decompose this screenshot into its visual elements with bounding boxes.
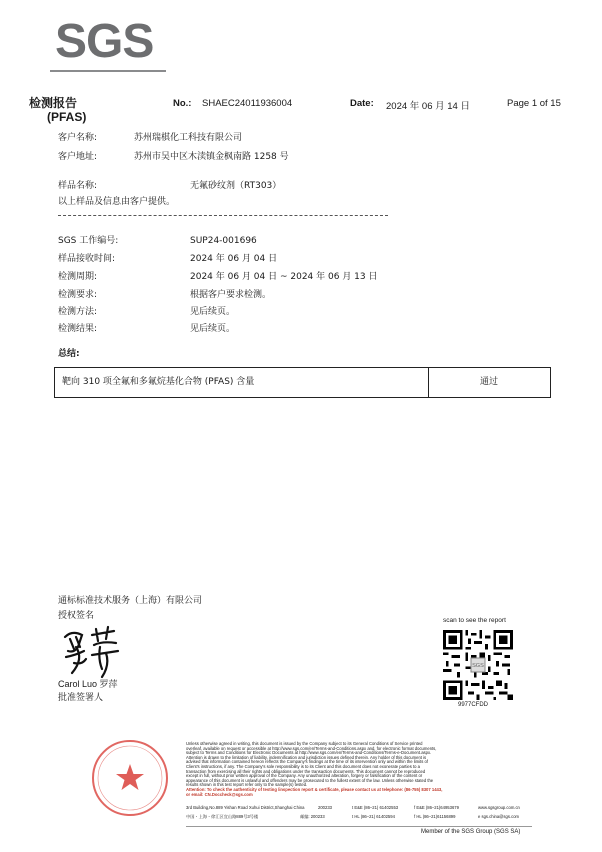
legal-line: except in full, without prior written approval of the Company. Any unauthorized alteration, forgery or falsification of the content or (186, 773, 423, 779)
qr-caption-top: scan to see the report (443, 617, 506, 624)
test-method-value: 见后续页。 (190, 307, 236, 317)
report-title: 检测报告 (29, 96, 78, 110)
company-seal (90, 738, 170, 818)
summary-result: 通过 (480, 377, 499, 387)
receive-date-label: 样品接收时间: (58, 254, 116, 264)
receive-date-value: 2024 年 06 月 04 日 (190, 254, 278, 264)
test-period-value: 2024 年 06 月 04 日 ~ 2024 年 06 月 13 日 (190, 272, 378, 282)
svg-text:SGS: SGS (472, 663, 484, 670)
email-link[interactable]: e sgs.china@sgs.com (478, 814, 520, 819)
client-address-label: 客户地址: (58, 152, 98, 162)
address-en: 3rd Building,No.889 Yishan Road Xuhui District,Shanghai China (186, 805, 305, 810)
footer-divider (186, 826, 532, 827)
handwritten-signature (62, 625, 122, 680)
job-no-label: SGS 工作编号: (58, 236, 119, 246)
legal-line: Client's instructions, if any. The Company's sole responsibility is to its Client and this document does not exonerate parties to a (186, 763, 420, 769)
divider-dashed (58, 215, 388, 216)
footer-legal (186, 742, 532, 797)
website-link[interactable]: www.sgsgroup.com.cn (478, 805, 520, 810)
client-address-value: 苏州市吴中区木渎镇金枫南路 1258 号 (134, 152, 289, 162)
sgs-member-note: Member of the SGS Group (SGS SA) (421, 829, 521, 835)
test-result-label: 检测结果: (58, 324, 98, 334)
legal-line: overleaf, available on request or accessible at http://www.sgs.com/en/Terms-and-Conditions.aspx and, for electronic format documents, (186, 745, 437, 751)
test-request-label: 检测要求: (58, 290, 98, 300)
test-request-value: 根据客户要求检测。 (190, 290, 272, 300)
signer-role: 批准签署人 (58, 693, 104, 703)
attention-email[interactable]: or email: CN.Doccheck@sgs.com (186, 791, 253, 797)
fax-cn: f HL (86–21)61156899 (414, 814, 456, 819)
client-name-value: 苏州瑞棋化工科技有限公司 (134, 133, 243, 143)
summary-label: 总结: (58, 349, 80, 359)
sample-note: 以上样品及信息由客户提供。 (58, 197, 176, 207)
authorized-signature-label: 授权签名 (58, 611, 95, 621)
legal-line: results shown in this test report refer only to the sample(s) tested. (186, 782, 308, 788)
postcode-cn: 邮编: 200233 (300, 814, 325, 819)
job-no-value: SUP24-001696 (190, 236, 257, 246)
sgs-logo (55, 15, 170, 76)
legal-line: appearance of this document is unlawful and offenders may be prosecuted to the fullest extent of the law. Unless otherwise stated the (186, 777, 434, 783)
date-label: Date: (350, 98, 374, 109)
sample-name-label: 样品名称: (58, 181, 98, 191)
sgs-logo-text: SGS (55, 15, 154, 68)
report-subtitle: (PFAS) (47, 110, 87, 124)
logo-underline (50, 70, 166, 72)
legal-line: advised that information contained hereon reflects the Company's findings at the time of its intervention only and within the limits of (186, 759, 428, 765)
legal-line: Unless otherwise agreed in writing, this document is issued by the Company subject to its General Conditions of Service printed (186, 741, 423, 746)
test-method-label: 检测方法: (58, 307, 98, 317)
phone-en: t E&E (86–21) 61402553 (352, 805, 399, 810)
summary-item: 靶向 310 项全氟和多氟烷基化合物 (PFAS) 含量 (62, 377, 255, 387)
fax-en: f E&E (86–21)64953679 (414, 805, 459, 810)
address-cn: 中国・上海・徐汇区宜山路889号3号楼 (186, 814, 259, 819)
date-value: 2024 年 06 月 14 日 (386, 101, 470, 112)
legal-line: subject to Terms and Conditions for Electronic Documents at http://www.sgs.com/en/Terms-and-Conditions/Terms-e-Document.aspx. (186, 750, 432, 756)
signer-name: Carol Luo 罗萍 (58, 679, 118, 689)
report-no-label: No.: (173, 98, 192, 109)
page-indicator: Page 1 of 15 (507, 98, 561, 109)
postcode-en: 200233 (318, 805, 332, 810)
company-name: 通标标准技术服务（上海）有限公司 (58, 596, 203, 606)
phone-cn: t HL (86–21) 61402594 (352, 814, 395, 819)
legal-line: Attention is drawn to the limitation of liability, indemnification and jurisdiction issues defined therein. Any holder of this document is (186, 754, 427, 760)
sample-name-value: 无氟砂纹剂（RT303） (190, 181, 282, 191)
qr-code[interactable] (443, 630, 513, 700)
qr-caption-bottom: 9977CFDD (458, 702, 489, 708)
test-period-label: 检测周期: (58, 272, 98, 282)
client-name-label: 客户名称: (58, 133, 98, 143)
attention-line: Attention: To check the authenticity of testing /inspection report & certificate, please contact us at telephone: (86-755) 8307 1443, (186, 786, 443, 792)
summary-table-divider (428, 367, 429, 398)
test-result-value: 见后续页。 (190, 324, 236, 334)
legal-line: transaction from exercising all their rights and obligations under the transaction documents. This document cannot be reproduced (186, 768, 426, 774)
report-no-value: SHAEC24011936004 (202, 98, 293, 109)
